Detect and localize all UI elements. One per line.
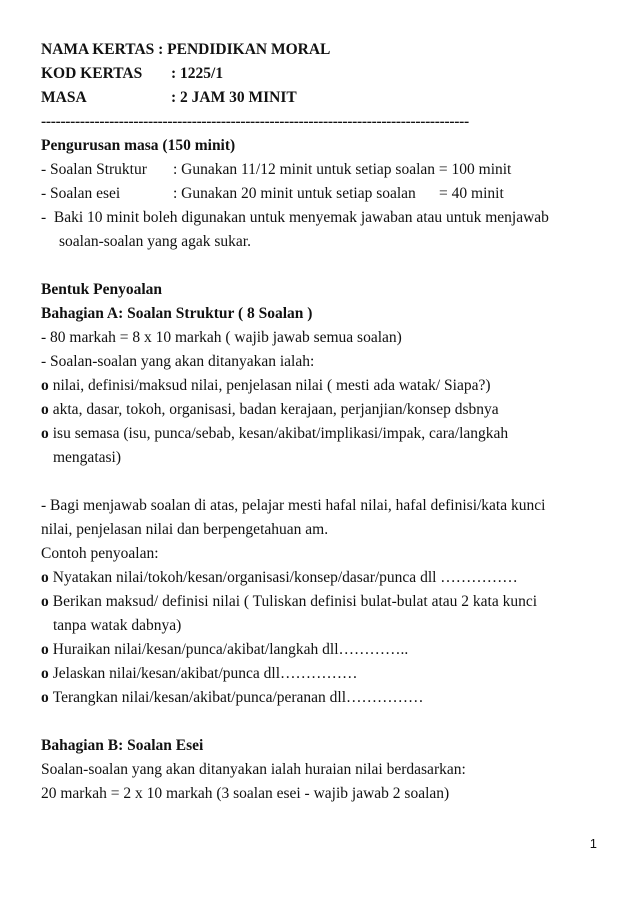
bullet: o xyxy=(41,401,49,418)
bullet: o xyxy=(41,377,49,394)
example-item: o Terangkan nilai/kesan/akibat/punca/peranan dll…………… xyxy=(41,689,424,706)
section-a-marks: - 80 markah = 8 x 10 markah ( wajib jawab semua soalan) xyxy=(41,329,402,346)
exam-time-label: MASA xyxy=(41,89,87,106)
time-item-structure xyxy=(41,158,601,182)
paper-code-value: : 1225/1 xyxy=(171,65,224,82)
exam-time-value: : 2 JAM 30 MINIT xyxy=(171,89,297,106)
paper-name: NAMA KERTAS : PENDIDIKAN MORAL xyxy=(41,41,331,58)
paper-code xyxy=(41,62,601,86)
example-item: o Huraikan nilai/kesan/punca/akibat/langkah dll………….. xyxy=(41,641,409,658)
bullet: o xyxy=(41,665,49,682)
separator-line: ---------------------------------------------------------------------------------------- xyxy=(41,113,469,130)
time-item-text: : Gunakan 20 minit untuk setiap soalan = 40 minit xyxy=(173,185,504,202)
section-b-line: Soalan-soalan yang akan ditanyakan ialah huraian nilai berdasarkan: xyxy=(41,761,466,778)
bullet: o xyxy=(41,425,49,442)
bullet: o xyxy=(41,593,49,610)
list-item: o nilai, definisi/maksud nilai, penjelasan nilai ( mesti ada watak/ Siapa?) xyxy=(41,377,491,394)
section-b-marks: 20 markah = 2 x 10 markah (3 soalan esei - wajib jawab 2 soalan) xyxy=(41,785,450,802)
exam-time xyxy=(41,86,601,110)
list-item-cont: mengatasi) xyxy=(53,449,122,466)
paragraph-line: - Bagi menjawab soalan di atas, pelajar mesti hafal nilai, hafal definisi/kata kunci xyxy=(41,497,546,514)
paper-code-label: KOD KERTAS xyxy=(41,65,143,82)
section-b-title: Bahagian B: Soalan Esei xyxy=(41,737,204,754)
list-item: o isu semasa (isu, punca/sebab, kesan/akibat/implikasi/impak, cara/langkah xyxy=(41,425,509,442)
section-a-title: Bahagian A: Soalan Struktur ( 8 Soalan ) xyxy=(41,305,313,322)
example-item-cont: tanpa watak dabnya) xyxy=(53,617,182,634)
example-item: o Nyatakan nilai/tokoh/kesan/organisasi/konsep/dasar/punca dll …………… xyxy=(41,569,518,586)
bullet: o xyxy=(41,689,49,706)
time-item-label: - Soalan Struktur xyxy=(41,161,147,178)
page-number: 1 xyxy=(589,836,597,851)
section-a-intro: - Soalan-soalan yang akan ditanyakan ialah: xyxy=(41,353,315,370)
example-item: o Berikan maksud/ definisi nilai ( Tuliskan definisi bulat-bulat atau 2 kata kunci xyxy=(41,593,538,610)
example-item: o Jelaskan nilai/kesan/akibat/punca dll…………… xyxy=(41,665,358,682)
time-extra-line: - Baki 10 minit boleh digunakan untuk menyemak jawaban atau untuk menjawab xyxy=(41,209,549,226)
time-extra-line-cont: soalan-soalan yang agak sukar. xyxy=(59,233,251,250)
document-page xyxy=(41,38,601,806)
time-item-essay xyxy=(41,182,601,206)
examples-title: Contoh penyoalan: xyxy=(41,545,159,562)
time-item-text: : Gunakan 11/12 minit untuk setiap soalan = 100 minit xyxy=(173,161,512,178)
time-management-title: Pengurusan masa (150 minit) xyxy=(41,137,236,154)
list-item: o akta, dasar, tokoh, organisasi, badan kerajaan, perjanjian/konsep dsbnya xyxy=(41,401,499,418)
bullet: o xyxy=(41,569,49,586)
paragraph-line: nilai, penjelasan nilai dan berpengetahuan am. xyxy=(41,521,329,538)
time-item-label: - Soalan esei xyxy=(41,185,121,202)
question-format-title: Bentuk Penyoalan xyxy=(41,281,163,298)
bullet: o xyxy=(41,641,49,658)
